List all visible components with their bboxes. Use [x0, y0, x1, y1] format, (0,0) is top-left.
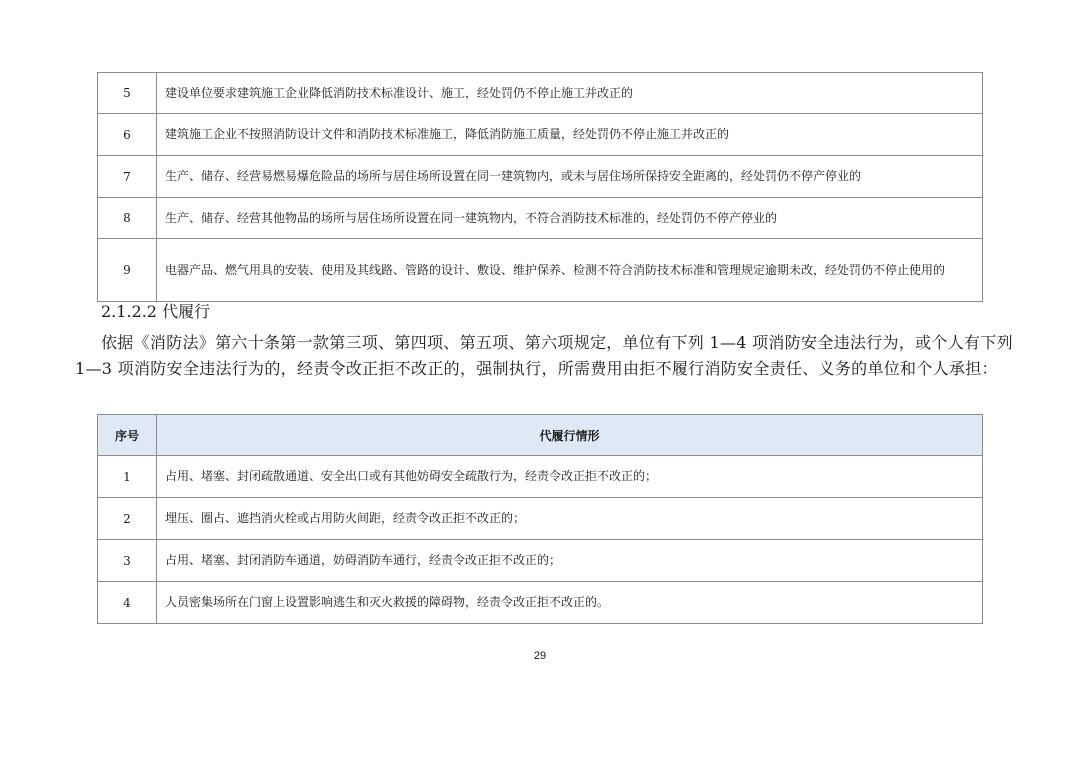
row-description: 占用、堵塞、封闭疏散通道、安全出口或有其他妨碍安全疏散行为，经责令改正拒不改正的； — [157, 456, 983, 498]
table-header-row — [98, 415, 983, 456]
row-description: 埋压、圈占、遮挡消火栓或占用防火间距，经责令改正拒不改正的； — [157, 498, 983, 540]
row-description: 建筑施工企业不按照消防设计文件和消防技术标准施工，降低消防施工质量，经处罚仍不停止施工并改正的 — [157, 114, 983, 156]
table-row — [98, 198, 983, 239]
section-heading: 2.1.2.2 代履行 — [101, 302, 211, 321]
table-row — [98, 498, 983, 540]
table-row — [98, 239, 983, 302]
table-row — [98, 156, 983, 198]
table-row — [98, 73, 983, 114]
row-number: 8 — [98, 198, 157, 239]
row-number: 5 — [98, 73, 157, 114]
substitute-performance-table — [97, 414, 983, 624]
column-header-number: 序号 — [98, 415, 157, 456]
column-header-description: 代履行情形 — [157, 415, 983, 456]
table-row — [98, 540, 983, 582]
table-row — [98, 582, 983, 624]
row-number: 2 — [98, 498, 157, 540]
row-number: 4 — [98, 582, 157, 624]
row-description: 电器产品、燃气用具的安装、使用及其线路、管路的设计、敷设、维护保养、检测不符合消防技术标准和管理规定逾期未改，经处罚仍不停止使用的 — [157, 239, 983, 302]
penalty-cases-table — [97, 72, 983, 302]
row-description: 占用、堵塞、封闭消防车通道，妨碍消防车通行，经责令改正拒不改正的； — [157, 540, 983, 582]
row-number: 3 — [98, 540, 157, 582]
row-number: 9 — [98, 239, 157, 302]
table-row — [98, 114, 983, 156]
row-description: 生产、储存、经营其他物品的场所与居住场所设置在同一建筑物内，不符合消防技术标准的，经处罚仍不停产停业的 — [157, 198, 983, 239]
row-description: 建设单位要求建筑施工企业降低消防技术标准设计、施工，经处罚仍不停止施工并改正的 — [157, 73, 983, 114]
row-number: 6 — [98, 114, 157, 156]
table-row — [98, 456, 983, 498]
row-number: 7 — [98, 156, 157, 198]
section-paragraph: 依据《消防法》第六十条第一款第三项、第四项、第五项、第六项规定，单位有下列 1—4 项消防安全违法行为，或个人有下列 1—3 项消防安全违法行为的，经责令改正拒不改正的，强制执行，所需费用由拒不履行消防安全责任、义务的单位和个人承担： — [75, 333, 1013, 378]
row-description: 生产、储存、经营易燃易爆危险品的场所与居住场所设置在同一建筑物内，或未与居住场所保持安全距离的，经处罚仍不停产停业的 — [157, 156, 983, 198]
row-number: 1 — [98, 456, 157, 498]
page-number: 29 — [533, 650, 547, 662]
row-description: 人员密集场所在门窗上设置影响逃生和灭火救援的障碍物，经责令改正拒不改正的。 — [157, 582, 983, 624]
